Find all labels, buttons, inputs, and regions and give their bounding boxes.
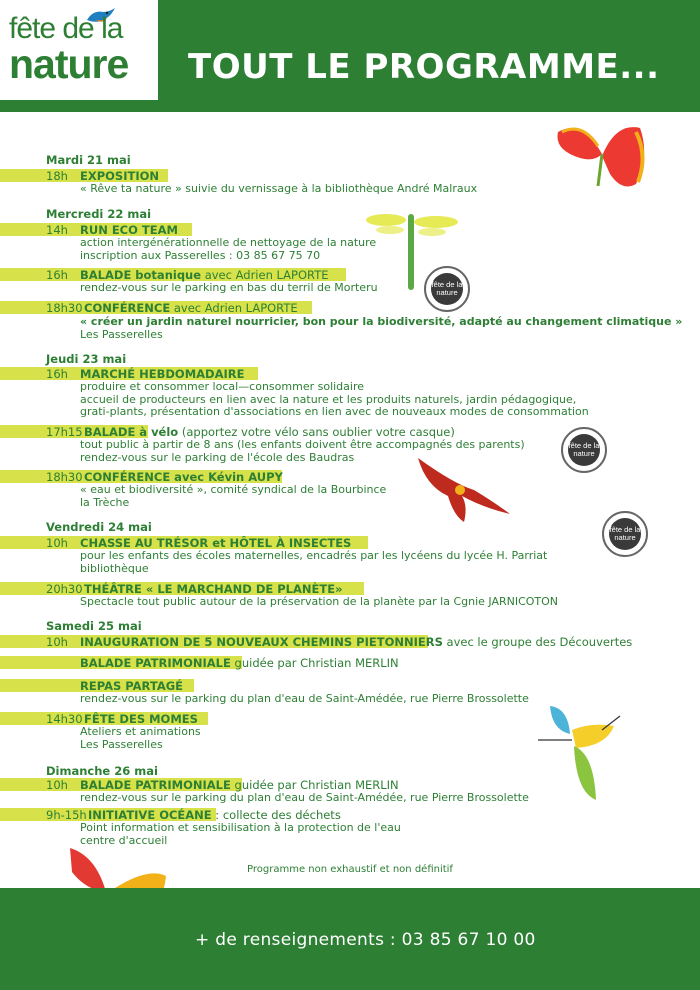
event-title: INAUGURATION DE 5 NOUVEAUX CHEMINS PIETONNIERS avec le groupe des Découvertes (80, 635, 633, 649)
contact-info: + de renseignements : 03 85 67 10 00 (195, 930, 536, 950)
event-description: bibliothèque (80, 561, 149, 575)
event-title: BALADE botanique avec Adrien LAPORTE (80, 268, 329, 282)
event-description: inscription aux Passerelles : 03 85 67 75 70 (80, 248, 321, 262)
event-title: CONFÉRENCE avec Kévin AUPY (84, 470, 283, 484)
event-time: 10h (46, 536, 68, 550)
event-title: BALADE à vélo (apportez votre vélo sans oublier votre casque) (84, 425, 455, 439)
event-description: Ateliers et animations (80, 725, 201, 738)
event-title: EXPOSITION (80, 169, 160, 183)
event-title: REPAS PARTAGÉ (80, 679, 184, 693)
day-heading: Mercredi 22 mai (46, 207, 152, 221)
fete-badge-icon: fête de la nature (424, 266, 470, 312)
event-title: BALADE PATRIMONIALE guidée par Christian MERLIN (80, 656, 399, 670)
event-time: 14h30 (46, 712, 83, 726)
event-time: 9h-15h (46, 808, 87, 822)
event-time: 20h30 (46, 582, 83, 596)
bat-icon (414, 456, 512, 526)
event-time: 18h30 (46, 470, 83, 484)
event-title: BALADE PATRIMONIALE guidée par Christian MERLIN (80, 778, 399, 792)
event-time: 17h15 (46, 425, 83, 439)
insect-icon (532, 700, 624, 804)
event-time: 18h30 (46, 301, 83, 315)
event-title: MARCHÉ HEBDOMADAIRE (80, 367, 245, 381)
event-time: 14h (46, 223, 68, 237)
event-time: 16h (46, 268, 68, 282)
disclaimer-note: Programme non exhaustif et non définitif (247, 864, 453, 875)
event-description: « Rêve ta nature » suivie du vernissage à la bibliothèque André Malraux (80, 182, 478, 195)
logo[interactable] (0, 0, 158, 100)
event-description: rendez-vous sur le parking du plan d'eau de Saint-Amédée, rue Pierre Brossolette (80, 692, 529, 705)
event-description: rendez-vous sur le parking de l'école des Baudras (80, 450, 355, 464)
event-description: accueil de producteurs en lien avec la nature et les produits naturels, jardin pédagogique, (80, 392, 577, 406)
page-title: TOUT LE PROGRAMME... (188, 47, 660, 87)
event-title: INITIATIVE OCÉANE : collecte des déchets (88, 808, 341, 822)
event-time: 16h (46, 367, 68, 381)
event-description: Les Passerelles (80, 327, 163, 341)
event-description: « eau et biodiversité », comité syndical de la Bourbince (80, 483, 387, 496)
event-description: « créer un jardin naturel nourricier, bon pour la biodiversité, adapté au changement climatique » (80, 315, 683, 328)
event-description: rendez-vous sur le parking en bas du terril de Morteru (80, 281, 378, 294)
butterfly-icon (552, 116, 652, 196)
event-description: Point information et sensibilisation à la protection de l'eau (80, 821, 401, 834)
event-title: RUN ECO TEAM (80, 223, 178, 237)
event-description: Les Passerelles (80, 737, 163, 751)
day-heading: Samedi 25 mai (46, 619, 142, 633)
event-time: 10h (46, 635, 68, 649)
event-title: CONFÉRENCE avec Adrien LAPORTE (84, 301, 298, 315)
day-heading: Dimanche 26 mai (46, 764, 158, 778)
event-description: tout public à partir de 8 ans (les enfants doivent être accompagnés des parents) (80, 438, 525, 451)
event-title: CHASSE AU TRÉSOR et HÔTEL À INSECTES (80, 536, 352, 550)
event-description: grati-plants, présentation d'associations en lien avec de nouveaux modes de consommation (80, 405, 589, 418)
event-description: Spectacle tout public autour de la préservation de la planète par la Cgnie JARNICOTON (80, 595, 559, 608)
event-description: la Trèche (80, 495, 130, 509)
day-heading: Mardi 21 mai (46, 153, 131, 167)
header-banner (0, 0, 700, 112)
logo-line-1: fête de la (9, 12, 123, 45)
day-heading: Vendredi 24 mai (46, 520, 152, 534)
event-title: THÉÂTRE « LE MARCHAND DE PLANÈTE» (84, 582, 343, 596)
event-time: 10h (46, 778, 68, 792)
logo-line-2: nature (9, 41, 129, 87)
event-description: action intergénérationnelle de nettoyage de la nature (80, 236, 377, 249)
event-title: FÊTE DES MOMES (84, 712, 198, 726)
event-description: rendez-vous sur le parking du plan d'eau de Saint-Amédée, rue Pierre Brossolette (80, 791, 529, 804)
event-description: centre d'accueil (80, 833, 168, 847)
event-time: 18h (46, 169, 68, 183)
event-description: pour les enfants des écoles maternelles, encadrés par les lycéens du lycée H. Parriat (80, 549, 548, 562)
event-description: produire et consommer local—consommer solidaire (80, 380, 365, 393)
day-heading: Jeudi 23 mai (46, 352, 127, 366)
fete-badge-icon: fête de la nature (602, 511, 648, 557)
fete-badge-icon: fête de la nature (561, 427, 607, 473)
